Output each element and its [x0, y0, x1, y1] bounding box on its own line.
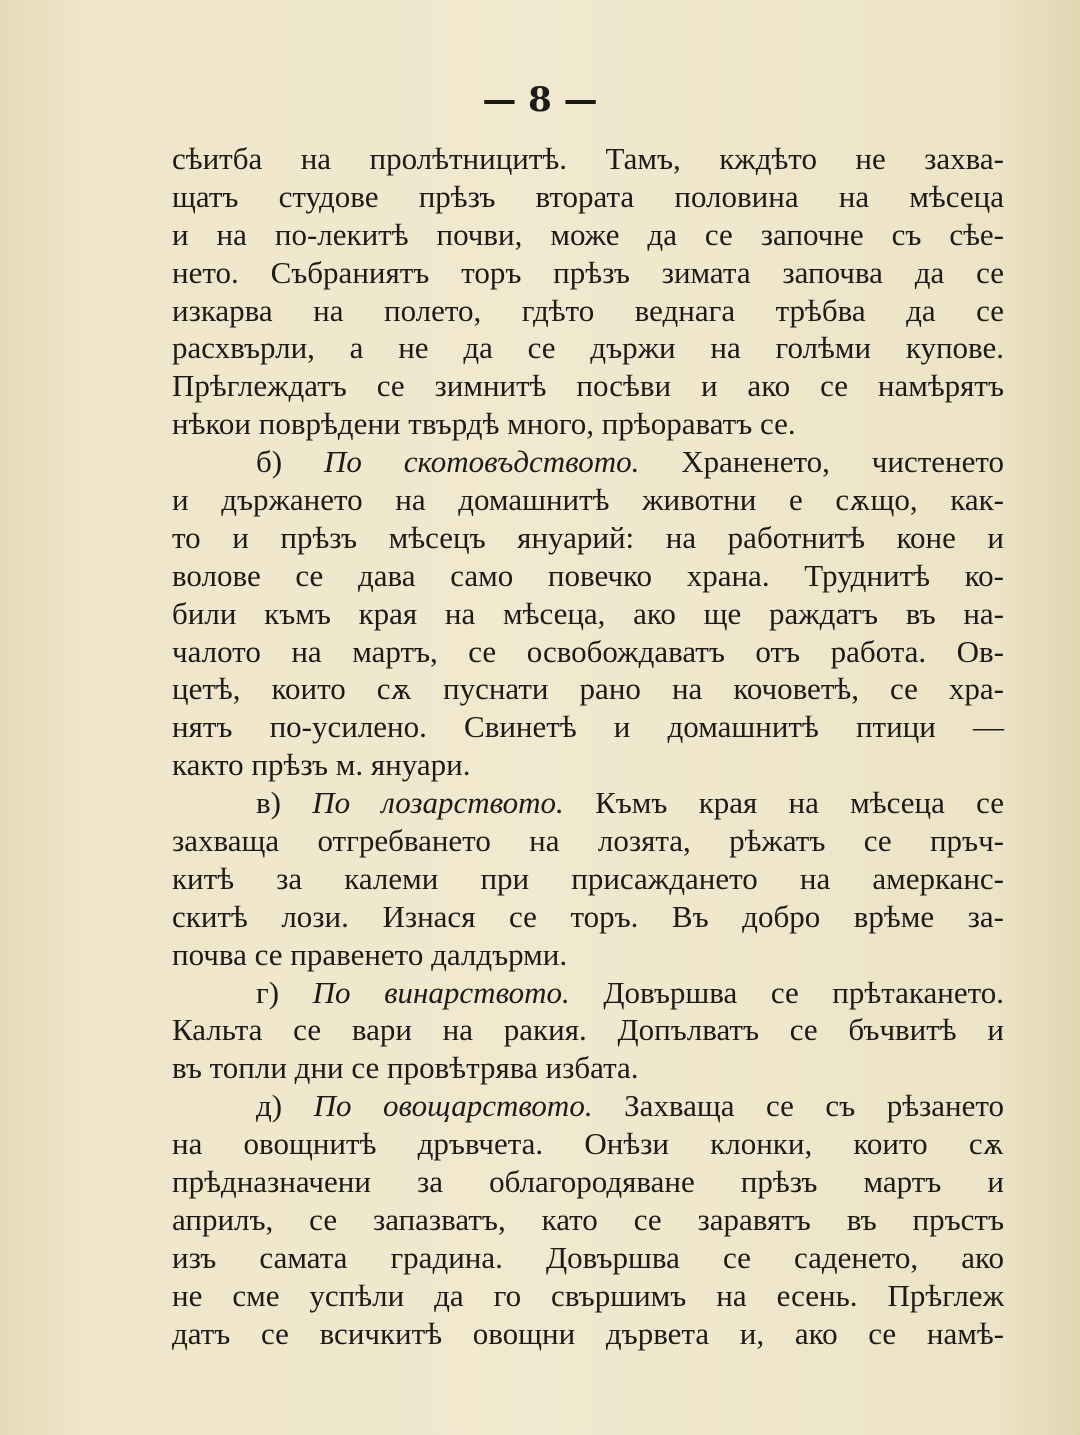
text-line: щатъ студове прѣзъ втората половина на мѣсеца [172, 178, 1004, 214]
section-first-text: Къмъ края на мѣсеца се [595, 785, 1005, 821]
text-line: изкарва на полето, гдѣто веднага трѣбва да се [172, 292, 1004, 328]
section-first-line [172, 443, 1004, 481]
section-first-text: Храненето, чистенето [681, 444, 1005, 480]
text-line: Прѣглеждатъ се зимнитѣ посѣви и ако се намѣрятъ [172, 368, 1004, 404]
section-first-line [172, 784, 1004, 822]
section-letter: г) [256, 974, 280, 1010]
section-heading: По лозарството. [312, 785, 564, 821]
text-line: както прѣзъ м. януари. [172, 747, 471, 783]
text-line: цетѣ, които сѫ пуснати рано на кочоветѣ, се хра- [172, 671, 1004, 707]
text-line: изъ самата градина. Довършва се саденето, ако [172, 1239, 1004, 1275]
section-first-line [172, 1087, 1004, 1125]
section-heading: По винарството. [312, 974, 570, 1010]
text-line: скитѣ лози. Изнася се торъ. Въ добро врѣме за- [172, 898, 1004, 934]
text-line: и на по-лекитѣ почви, може да се започне съ сѣе- [172, 216, 1004, 252]
body-text [172, 140, 1004, 1353]
section-letter: д) [256, 1088, 283, 1124]
text-line: въ топли дни се провѣтрява избата. [172, 1050, 639, 1086]
section-letter: в) [256, 785, 281, 821]
text-line: волове се дава само повечко храна. Труднитѣ ко- [172, 557, 1004, 593]
text-line: сѣитба на пролѣтницитѣ. Тамъ, кждѣто не захва- [172, 141, 1004, 176]
section-heading: По скотовъдството. [323, 444, 640, 480]
text-line: почва се правенето далдърми. [172, 936, 568, 972]
text-line: не сме успѣли да го свършимъ на есень. Прѣглеж [172, 1277, 1004, 1313]
text-line: расхвърли, а не да се държи на голѣми купове. [172, 330, 1004, 366]
text-line: Кальта се вари на ракия. Допълватъ се бъчвитѣ и [172, 1012, 1004, 1048]
section-first-text: Захваща се съ рѣзането [624, 1088, 1005, 1124]
section-first-line [172, 974, 1004, 1012]
text-line: априлъ, се запазватъ, като се заравятъ въ пръстъ [172, 1201, 1004, 1237]
text-line: то и прѣзъ мѣсецъ януарий: на работнитѣ коне и [172, 519, 1004, 555]
text-line: датъ се всичкитѣ овощни дървета и, ако се намѣ- [172, 1315, 1004, 1351]
section-heading: По овощарството. [313, 1088, 593, 1124]
text-line: чалото на мартъ, се освобождаватъ отъ работа. Ов- [172, 633, 1004, 669]
section-letter: б) [256, 444, 283, 480]
text-line: нѣкои поврѣдени твърдѣ много, прѣораватъ се. [172, 406, 796, 442]
text-line: били къмъ края на мѣсеца, ако ще раждатъ въ на- [172, 595, 1004, 631]
text-line: захваща отгребването на лозята, рѣжатъ се пръч- [172, 823, 1004, 859]
text-line: и държането на домашнитѣ животни е сѫщо, как- [172, 482, 1004, 518]
section-first-text: Довършва се прѣтакането. [603, 974, 1004, 1010]
text-line: нето. Събраниятъ торъ прѣзъ зимата започва да се [172, 254, 1004, 290]
text-line: на овощнитѣ дръвчета. Онѣзи клонки, които сѫ [172, 1126, 1004, 1162]
text-line: прѣдназначени за облагородяване прѣзъ мартъ и [172, 1164, 1004, 1200]
text-line: китѣ за калеми при присаждането на амерканс- [172, 860, 1004, 896]
page-number: — 8 — [482, 80, 598, 120]
text-line: нятъ по-усилено. Свинетѣ и домашнитѣ птици — [172, 709, 1004, 745]
